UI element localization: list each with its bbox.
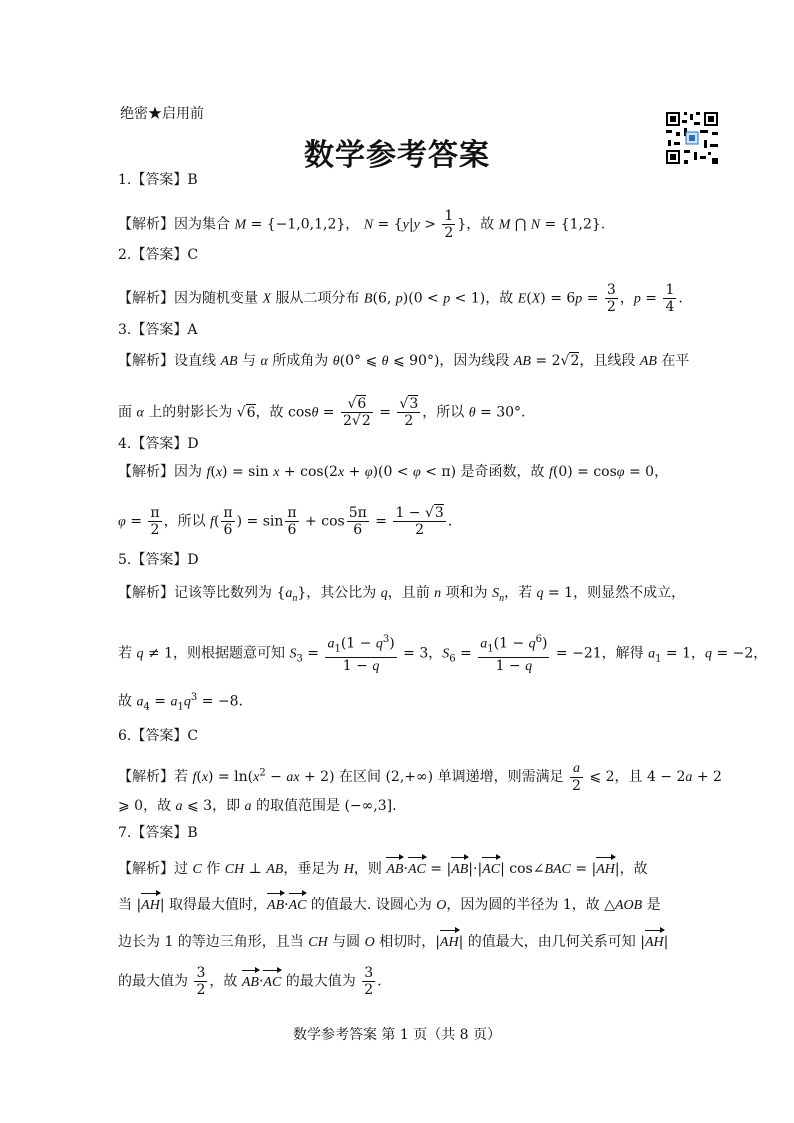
answer-3-explanation: 【解析】设直线 AB 与 α 所成角为 θ(0° ⩽ θ ⩽ 90°)，因为线段 AB = 2√2，且线段 AB 在平 <box>118 353 690 369</box>
page-footer: 数学参考答案 第 1 页（共 8 页） <box>292 1027 502 1043</box>
secret-mark: 绝密★启用前 <box>120 106 204 122</box>
answer-6-explanation: 【解析】若 $f(x) = \ln(x^2$ − ax + 2) 在区间 (2,+∞) 单调递增，则需满足 $\frac{a}{2}$ ⩽ 2，且 4 − 2a + 2 <box>118 761 722 794</box>
answer-5-explanation-cont: 若 q ≠ 1，则根据题意可知 $S_3$ = $\frac{a_1(1 - q^3)}{1 - q}$ = 3，$S_6$ = $\frac{a_1(1 - q^6)}{1 - q}$ = −21，解得 $a_1 = 1$，q = −2， <box>118 634 768 675</box>
answer-1-explanation: 【解析】因为集合 M = {−1,0,1,2}， N = {y|y > $\frac{1}{2}$ }，故 M ⋂ N = {1,2}. <box>118 208 606 241</box>
answer-1-label: 1.【答案】B <box>118 172 198 188</box>
answer-5-explanation: 【解析】记该等比数列为 $\{a_n\}$，其公比为 q，且前 n 项和为 $S_n$，若 q = 1，则显然不成立， <box>118 585 686 604</box>
answer-5-label: 5.【答案】D <box>118 552 199 568</box>
answer-7-explanation-cont1: 当 |AH| 取得最大值时，AB·AC 的值最大. 设圆心为 O，因为圆的半径为 1，故 △AOB 是 <box>118 891 678 916</box>
answer-7-explanation-end: 的最大值为 $\frac{3}{2}$ ，故 AB·AC 的最大值为 $\frac{3}{2}$ . <box>118 965 382 998</box>
answer-3-label: 3.【答案】A <box>118 322 198 338</box>
answer-7-explanation: 【解析】过 C 作 CH ⊥ AB，垂足为 H，则 AB·AC = |AB|·|AC| cos∠BAC = |AH|，故 <box>118 855 678 880</box>
answer-7-label: 7.【答案】B <box>118 825 198 841</box>
answer-6-explanation-cont: ⩾ 0，故 a ⩽ 3，即 a 的取值范围是 (−∞,3]. <box>118 798 397 814</box>
answer-3-explanation-cont: 面 α 上的射影长为 √6，故 cosθ = $\frac{√6}{2√2}$ = $\frac{√3}{2}$ ，所以 θ = 30°. <box>118 396 526 429</box>
answer-7-explanation-cont2: 边长为 1 的等边三角形，且当 CH 与圆 O 相切时，|AH| 的值最大，由几何关系可知 |AH| <box>118 928 678 953</box>
answer-4-explanation: 【解析】因为 f(x) = sin x + cos(2x + φ)(0 < φ < π) 是奇函数，故 f(0) = cosφ = 0， <box>118 464 669 480</box>
answer-4-label: 4.【答案】D <box>118 436 199 452</box>
answer-5-explanation-end: 故 $a_4 = a_1q^3 = -8$. <box>118 692 243 713</box>
answer-2-label: 2.【答案】C <box>118 247 199 263</box>
answer-6-label: 6.【答案】C <box>118 728 199 744</box>
answer-2-explanation: 【解析】因为随机变量 X 服从二项分布 B(6, p)(0 < p < 1)，故 E(X) = 6p = $\frac{3}{2}$ ，p = $\frac{1}{4}$ . <box>118 282 683 315</box>
page-title: 数学参考答案 <box>304 138 490 173</box>
answer-4-explanation-cont: φ = $\frac{\pi}{2}$ ，所以 f( $\frac{\pi}{6}$ ) = sin $\frac{\pi}{6}$ + cos $\frac{5\pi}{6}$ = $\frac{1 - √3}{2}$ . <box>118 505 453 538</box>
qr-code-icon <box>664 110 720 166</box>
